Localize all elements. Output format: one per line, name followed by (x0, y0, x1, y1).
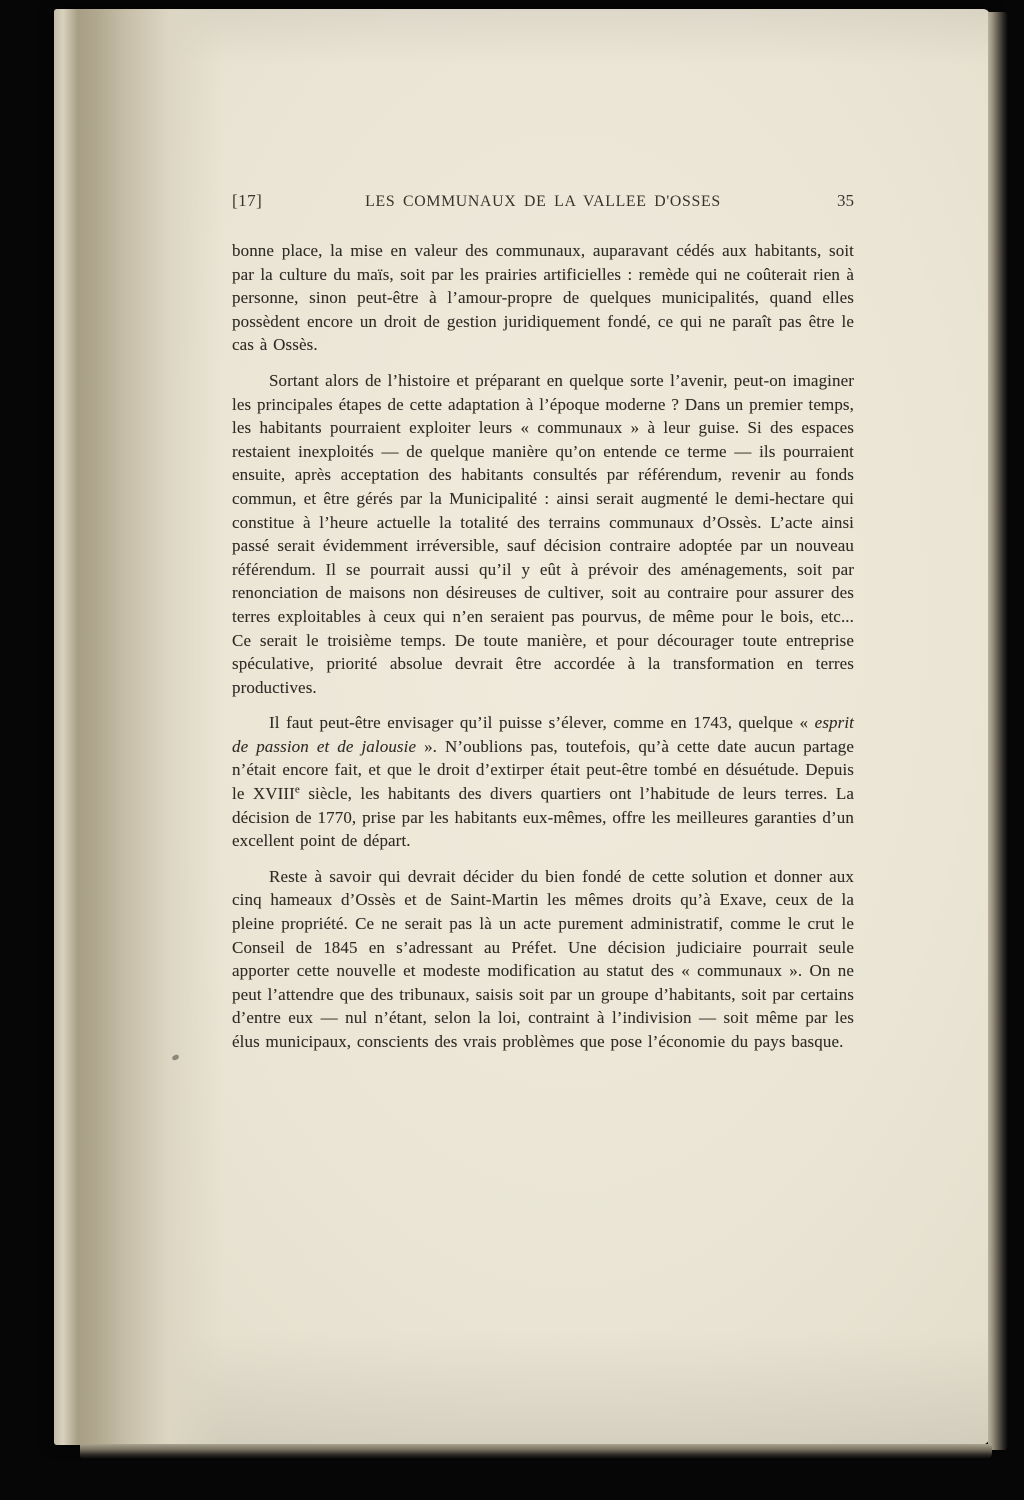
paragraph (232, 369, 854, 699)
page-body (232, 239, 854, 1054)
page-stack-bottom-edge (80, 1444, 992, 1459)
text-run: siècle, les habitants des divers quartiers ont l’habitude de leurs terres. La décision de 1770, prise par les habitants eux-mêmes, offre les meilleures garanties d’un excellent point de départ. (232, 784, 854, 851)
section-marker: [17] (232, 191, 263, 210)
paragraph (232, 711, 854, 853)
page-stack-right-edge (988, 12, 1008, 1450)
book-gutter-shadow (54, 9, 224, 1445)
superscript: e (294, 783, 300, 796)
running-title: LES COMMUNAUX DE LA VALLEE D'OSSES (365, 193, 721, 210)
italic-phrase: esprit de passion et de jalousie (232, 713, 854, 756)
book-page (54, 9, 990, 1445)
text-run: bonne place, la mise en valeur des communaux, auparavant cédés aux habitants, soit par la culture du maïs, soit par les prairies artificielles : remède qui ne coûterait rien à personne, sinon peut-être à l’amour-propre de quelques municipalités, quand elles possèdent encore un droit de gestion juridiquement fondé, ce qui ne paraît pas être le cas à Ossès. (232, 241, 854, 355)
text-run: Il faut peut-être envisager qu’il puisse s’élever, comme en 1743, quelque « (269, 713, 815, 733)
page-number: 35 (837, 191, 854, 210)
running-header (232, 191, 854, 211)
paragraph (232, 865, 854, 1054)
paragraph (232, 239, 854, 357)
page-content (232, 191, 854, 1066)
text-run: Reste à savoir qui devrait décider du bien fondé de cette solution et donner aux cinq hameaux d’Ossès et de Saint-Martin les mêmes droits qu’à Exave, ceux de la pleine propriété. Ce ne serait pas là un acte purement administratif, comme le crut le Conseil de 1845 en s’adressant au Préfet. Une décision judiciaire pourrait seule apporter cette nouvelle et modeste modification au statut des « communaux ». On ne peut l’attendre que des tribunaux, saisis soit par un groupe d’habitants, soit par certains d’entre eux — nul n’étant, selon la loi, contraint à l’indivision — soit même par les élus municipaux, conscients des vrais problèmes que pose l’économie du pays basque. (232, 866, 854, 1051)
text-run: ». N’oublions pas, toutefois, qu’à cette date aucun partage n’était encore fait, et que le droit d’extirper était peut-être tombé en désuétude. Depuis le XVIII (232, 736, 855, 804)
text-run: Sortant alors de l’histoire et préparant en quelque sorte l’avenir, peut-on imaginer les principales étapes de cette adaptation à l’époque moderne ? Dans un premier temps, les habitants pourraient exploiter leurs « communaux » à leur guise. Si des espaces restaient inexploités — de quelque manière qu’on entende ce terme — ils pourraient ensuite, après acceptation des habitants consultés par référendum, revenir au fonds commun, et être gérés par la Municipalité : ainsi serait augmenté le demi-hectare qui constitue à l’heure actuelle la totalité des terrains communaux d’Ossès. L’acte ainsi passé serait évidemment irréversible, sauf décision contraire adoptée par un nouveau référendum. Il se pourrait aussi qu’il y eût à prévoir des aménagements, soit par renonciation de maisons non désireuses de cultiver, soit au contraire pour assurer des terres exploitables à ceux qui n’en seraient pas pourvus, de même pour le bois, etc... Ce serait le troisième temps. De toute manière, et pour décourager toute entreprise spéculative, priorité absolue devrait être accordée à la transformation en terres productives. (232, 370, 854, 697)
